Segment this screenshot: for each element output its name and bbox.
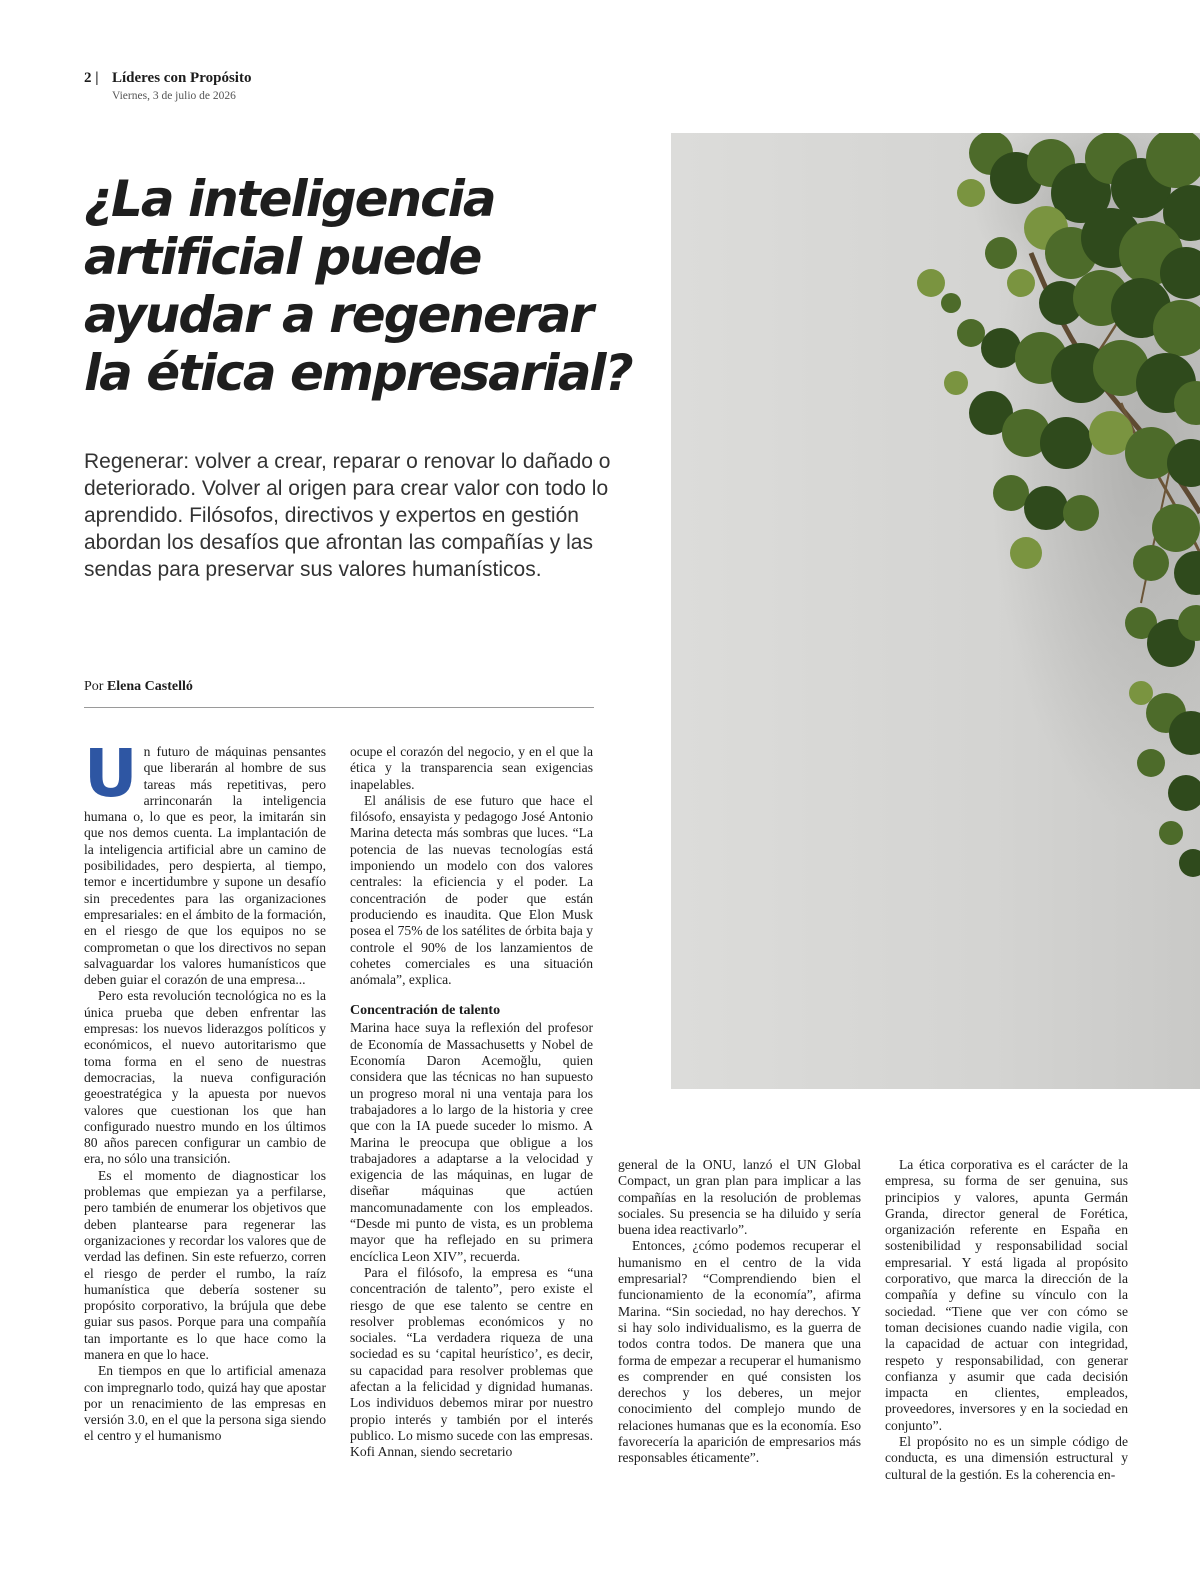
paragraph: El análisis de ese futuro que hace el filósofo, ensayista y pedagogo José Antonio Marina detecta más sombras que luces. “La potencia de las nuevas tecnologías está imponiendo un modelo con dos valores centrales: la eficiencia y el poder. La concentración de poder que están produciendo es inaudita. Que Elon Musk posea el 75% de los satélites de órbita baja y controle el 90% de los lanzamientos de cohetes comerciales es una situación anómala”, explica.: [350, 792, 593, 988]
author-name: Elena Castelló: [106, 679, 193, 694]
page-number: 2 |: [84, 70, 99, 86]
body-column-2: [350, 744, 593, 1460]
paragraph: Marina hace suya la reflexión del profesor de Economía de Massachusetts y Nobel de Economía Daron Acemoğlu, quien considera que las técnicas no han supuesto un progreso moral ni una ventaja para los trabajadores a lo largo de la historia y cree que con la IA puede suceder lo mismo. A Marina le preocupa que obligue a los trabajadores a adaptarse a la velocidad y exigencia de las máquinas, en lugar de diseñar máquinas que actúen mancomunadamente con los empleados. “Desde mi punto de vista, es un problema mayor que ha reflejado en su primera encíclica Leon XIV”, recuerda.: [350, 1020, 593, 1264]
paragraph: Entonces, ¿cómo podemos recuperar el humanismo en el centro de la vida empresarial? “Comprendiendo bien el funcionamiento de la economía”, afirma Marina. “Sin sociedad, no hay derechos. Y si hay solo individualismo, es la guerra de todos contra todos. De manera que una forma de empezar a recuperar el humanismo es comprender en qué consisten los derechos y los deberes, un mejor conocimiento del complejo mundo de relaciones humanas que es la economía. Eso favorecería la aparición de empresarios más responsables éticamente”.: [618, 1238, 861, 1466]
paragraph: ocupe el corazón del negocio, y en el que la ética y la transparencia sean exigencias inapelables.: [350, 744, 593, 792]
paragraph: n futuro de máquinas pensantes que liberarán al hombre de sus tareas más repetitivas, pero arrinconarán la inteligencia humana o, lo que es peor, la imitarán sin que nos demos cuenta. La implantación de la inteligencia artificial abre un camino de posibilidades, pero despierta, al tiempo, temor e incertidumbre y supone un desafío sin precedentes para las organizaciones empresariales: en el ámbito de la formación, en el riesgo de que los equipos no se comprometan o que los directivos no sepan salvaguardar los valores humanísticos que deben guiar el corazón de una empresa...: [84, 744, 326, 988]
plant-foliage-image: [671, 133, 1200, 1089]
article-deck: Regenerar: volver a crear, reparar o renovar lo dañado o deteriorado. Volver al origen para crear valor con todo lo aprendido. Filósofos, directivos y expertos en gestión abordan los desafíos que afrontan las compañías y las sendas para preservar sus valores humanísticos.: [84, 450, 611, 581]
body-column-4: [885, 1157, 1128, 1483]
body-column-3: [618, 1157, 861, 1467]
body-column-1: [84, 735, 326, 1445]
section-title: Líderes con Propósito: [112, 70, 252, 86]
paragraph: En tiempos en que lo artificial amenaza con impregnarlo todo, quizá hay que apostar por un renacimiento de las empresas en versión 3.0, en el que la persona siga siendo el centro y el humanismo: [84, 1363, 326, 1444]
byline: [84, 679, 193, 695]
paragraph: Es el momento de diagnosticar los problemas que empiezan ya a perfilarse, pero también de enumerar los objetivos que deben plantearse para regenerar las organizaciones y recordar los valores que de verdad las definen. Sin este refuerzo, corren el riesgo de perder el rumbo, la raíz humanística que debería sostener su propósito corporativo, la brújula que debe guiar sus pasos. Porque para una compañía tan importante es lo que hace como la manera en que lo hace.: [84, 1167, 326, 1362]
paragraph: Para el filósofo, la empresa es “una concentración de talento”, pero existe el riesgo de que ese talento se centre en resolver problemas económicos y no sociales. “La verdadera riqueza de una sociedad es su ‘capital heurístico’, es decir, su capacidad para resolver problemas que afectan a la felicidad y dignidad humanas. Los individuos debemos mirar por nuestro propio interés y también por el interés publico. Lo mismo sucede con las empresas. Kofi Annan, siendo secretario: [350, 1264, 593, 1460]
paragraph: general de la ONU, lanzó el UN Global Compact, un gran plan para implicar a las compañías en la resolución de problemas sociales. Su presencia se ha diluido y sería buena idea reactivarlo”.: [618, 1157, 861, 1238]
paragraph: El propósito no es un simple código de conducta, es una dimensión estructural y cultural de la gestión. Es la coherencia en-: [885, 1434, 1128, 1482]
subheading: Concentración de talento: [350, 1003, 501, 1019]
issue-date: Viernes, 3 de julio de 2026: [112, 90, 236, 102]
byline-divider: [84, 707, 594, 708]
byline-prefix: Por: [84, 679, 104, 694]
paragraph: La ética corporativa es el carácter de la empresa, su forma de ser genuina, sus principios y valores, apunta Germán Granda, director general de Forética, organización referente en España en sostenibilidad y responsabilidad social empresarial. Y está ligada al propósito corporativo, que marca la dirección de la compañía y define su vínculo con la sociedad. “Tiene que ver con cómo se toman decisiones cuando nadie vigila, con la capacidad de actuar con integridad, respeto y responsabilidad, con generar confianza y asumir que cada decisión impacta en clientes, empleados, proveedores, inversores y en la sociedad en conjunto”.: [885, 1157, 1128, 1433]
paragraph: Pero esta revolución tecnológica no es la única prueba que deben enfrentar las empresas: los nuevos liderazgos políticos y económicos, el nuevo autoritarismo que toma forma en el seno de nuestras democracias, la nueva configuración geoestratégica y la apuesta por nuevos valores que cuestionan los que han configurado nuestro mundo en los últimos 80 años parecen configurar un cambio de era, no sólo una transición.: [84, 988, 326, 1167]
article-photo: [671, 133, 1200, 1089]
article-headline: ¿La inteligencia artificial puede ayudar a regenerar la ética empresarial?: [84, 170, 632, 402]
drop-cap: U: [84, 735, 138, 812]
